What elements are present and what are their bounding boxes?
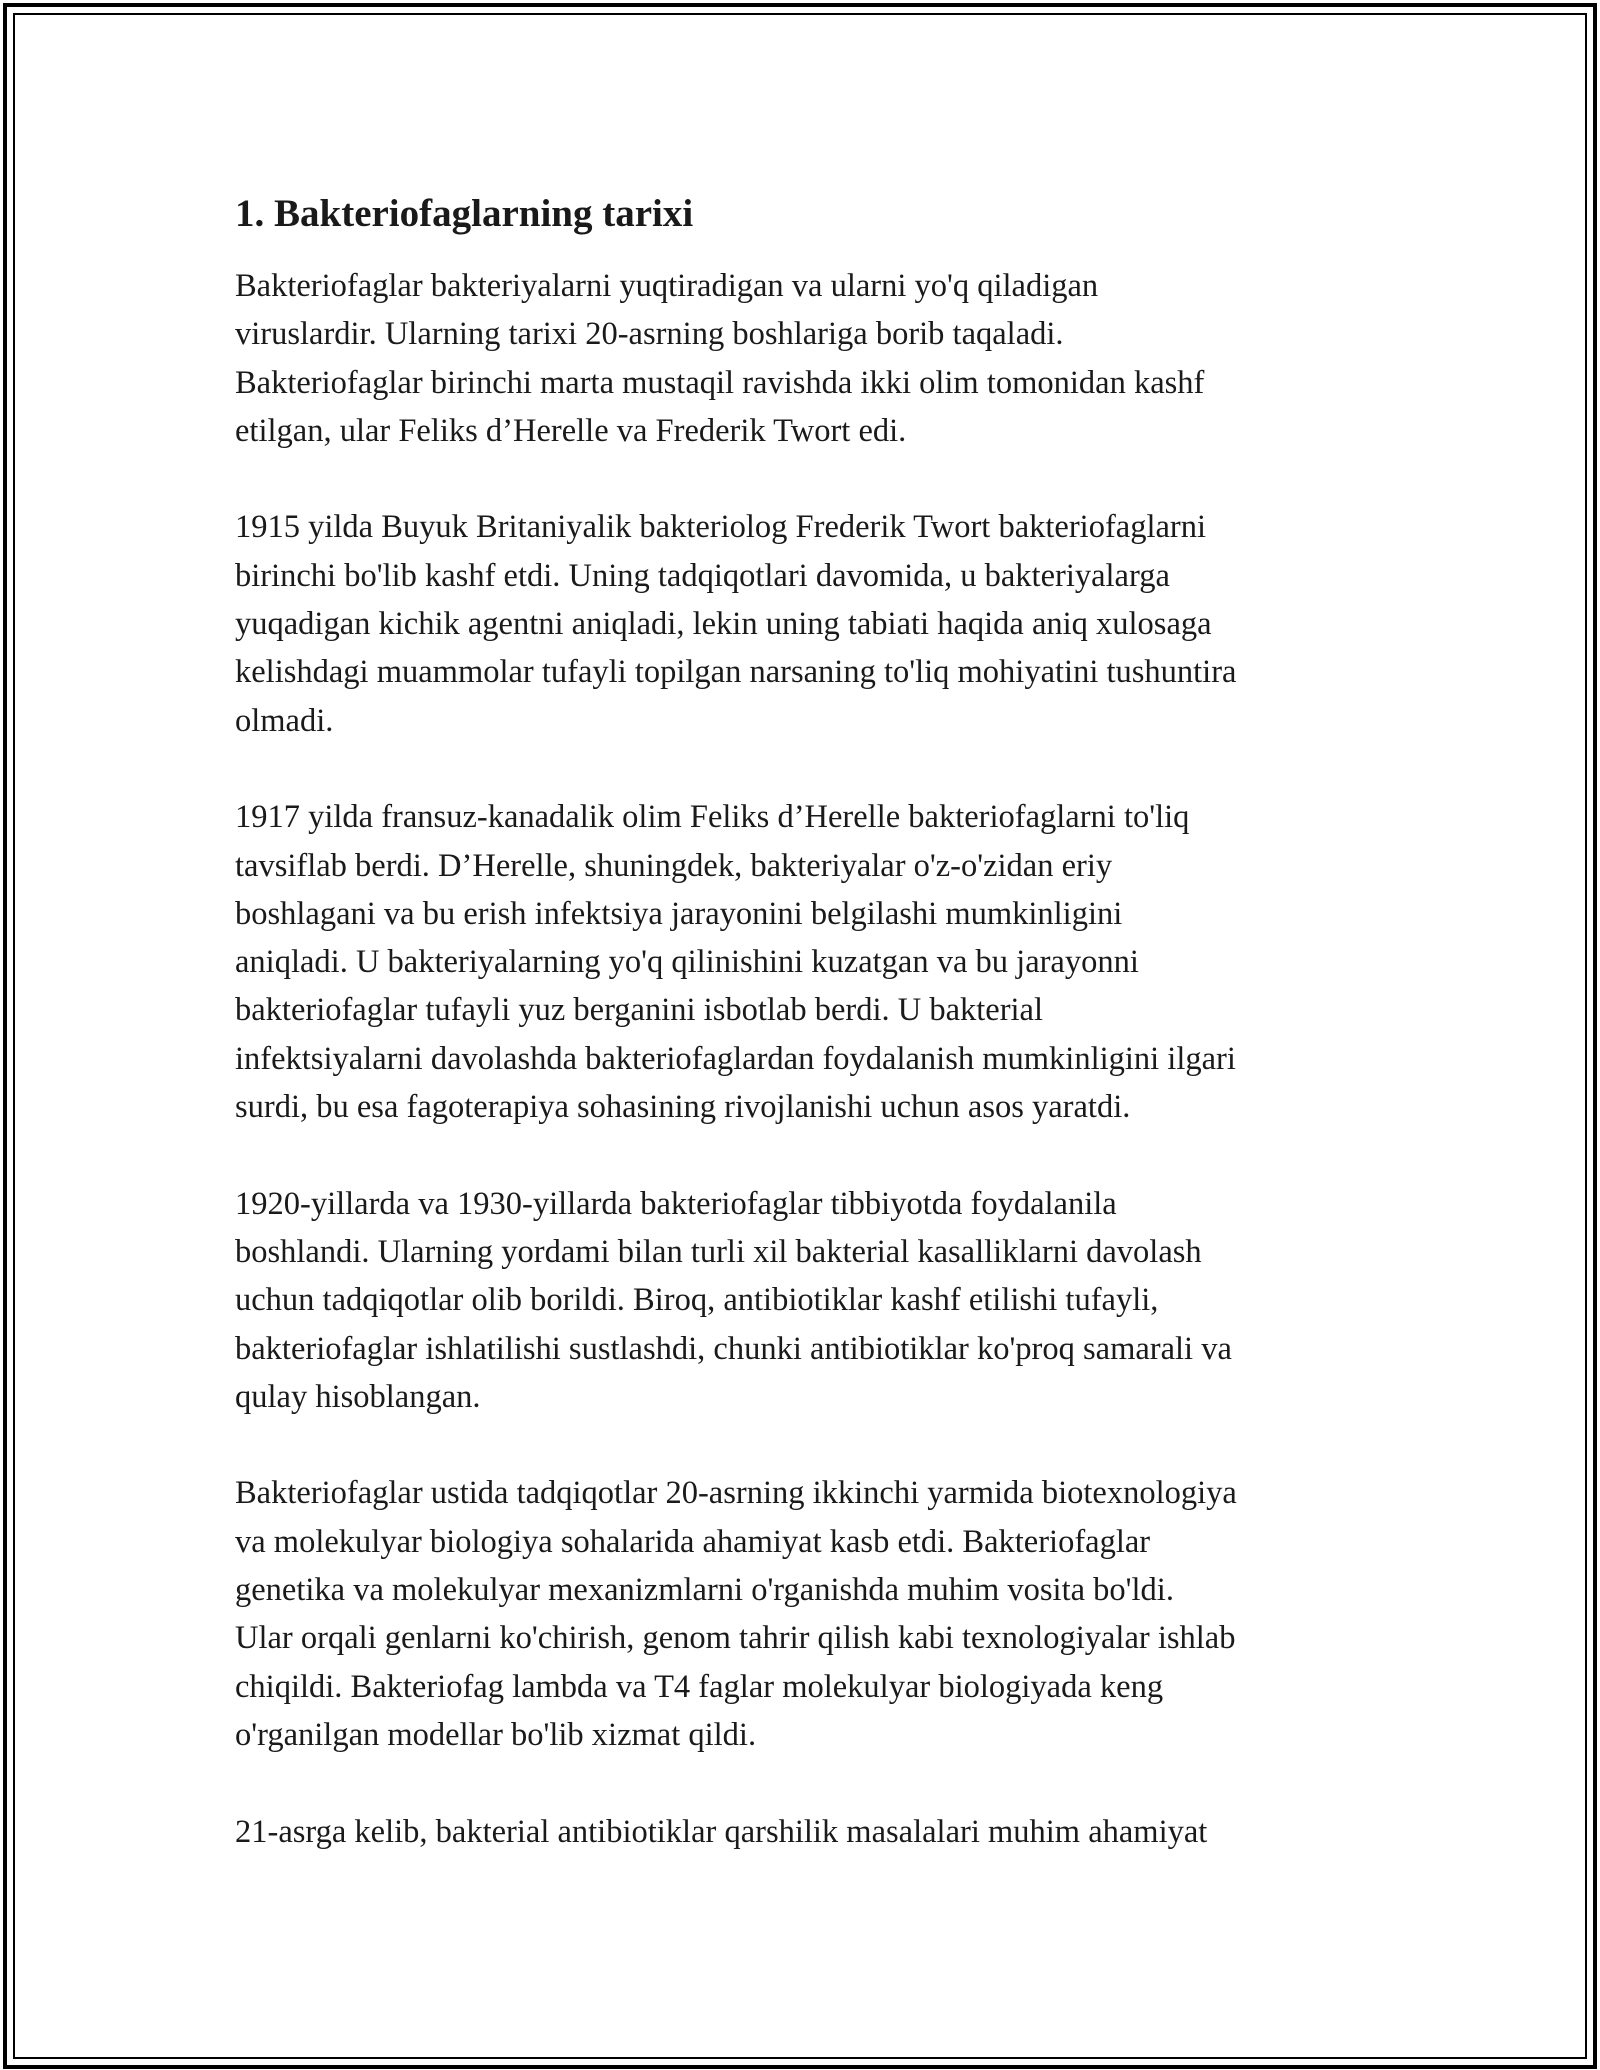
paragraph-5 [235, 1469, 1385, 1759]
text-line: chiqildi. Bakteriofag lambda va T4 faglar molekulyar biologiyada keng [235, 1668, 1164, 1705]
text-line: boshlandi. Ularning yordami bilan turli xil bakterial kasalliklarni davolash [235, 1233, 1202, 1270]
text-line: aniqladi. U bakteriyalarning yo'q qilinishini kuzatgan va bu jarayonni [235, 944, 1139, 981]
text-line: Ular orqali genlarni ko'chirish, genom tahrir qilish kabi texnologiyalar ishlab [235, 1620, 1236, 1657]
text-line: boshlagani va bu erish infektsiya jarayonini belgilashi mumkinligini [235, 895, 1123, 932]
text-line: infektsiyalarni davolashda bakteriofaglardan foydalanish mumkinligini ilgari [235, 1040, 1236, 1077]
text-line: yuqadigan kichik agentni aniqladi, lekin uning tabiati haqida aniq xulosaga [235, 606, 1212, 643]
text-line: 1915 yilda Buyuk Britaniyalik bakteriolog Frederik Twort bakteriofaglarni [235, 509, 1207, 546]
text-line: surdi, bu esa fagoterapiya sohasining rivojlanishi uchun asos yaratdi. [235, 1089, 1131, 1126]
text-line: viruslardir. Ularning tarixi 20-asrning boshlariga borib taqaladi. [235, 316, 1064, 353]
text-line: qulay hisoblangan. [235, 1378, 481, 1415]
text-line: bakteriofaglar tufayli yuz berganini isbotlab berdi. U bakterial [235, 992, 1044, 1029]
text-line: tavsiflab berdi. D’Herelle, shuningdek, bakteriyalar o'z-o'zidan eriy [235, 847, 1113, 884]
paragraph-2 [235, 503, 1385, 744]
text-line: 1920-yillarda va 1930-yillarda bakteriofaglar tibbiyotda foydalanila [235, 1185, 1117, 1222]
text-line: olmadi. [235, 702, 334, 739]
text-line: Bakteriofaglar birinchi marta mustaqil ravishda ikki olim tomonidan kashf [235, 364, 1205, 401]
text-line: uchun tadqiqotlar olib borildi. Biroq, antibiotiklar kashf etilishi tufayli, [235, 1282, 1159, 1319]
text-line: va molekulyar biologiya sohalarida ahamiyat kasb etdi. Bakteriofaglar [235, 1523, 1151, 1560]
text-line: kelishdagi muammolar tufayli topilgan narsaning to'liq mohiyatini tushuntira [235, 654, 1237, 691]
text-line: bakteriofaglar ishlatilishi sustlashdi, chunki antibiotiklar ko'proq samarali va [235, 1330, 1232, 1367]
document-title: 1. Bakteriofaglarning tarixi [235, 192, 694, 235]
paragraph-6 [235, 1808, 1385, 1856]
text-line: birinchi bo'lib kashf etdi. Uning tadqiqotlari davomida, u bakteriyalarga [235, 557, 1170, 594]
text-line: etilgan, ular Feliks d’Herelle va Frederik Twort edi. [235, 412, 907, 449]
text-line: Bakteriofaglar ustida tadqiqotlar 20-asrning ikkinchi yarmida biotexnologiya [235, 1475, 1237, 1512]
document-page [235, 186, 1385, 1904]
paragraph-4 [235, 1180, 1385, 1421]
text-line: 21-asrga kelib, bakterial antibiotiklar qarshilik masalalari muhim ahamiyat [235, 1813, 1208, 1850]
paragraph-3 [235, 793, 1385, 1131]
text-line: genetika va molekulyar mexanizmlarni o'rganishda muhim vosita bo'ldi. [235, 1572, 1174, 1609]
text-line: 1917 yilda fransuz-kanadalik olim Feliks d’Herelle bakteriofaglarni to'liq [235, 799, 1190, 836]
paragraph-1 [235, 262, 1385, 455]
text-line: o'rganilgan modellar bo'lib xizmat qildi. [235, 1716, 757, 1753]
text-line: Bakteriofaglar bakteriyalarni yuqtiradigan va ularni yo'q qiladigan [235, 268, 1099, 304]
